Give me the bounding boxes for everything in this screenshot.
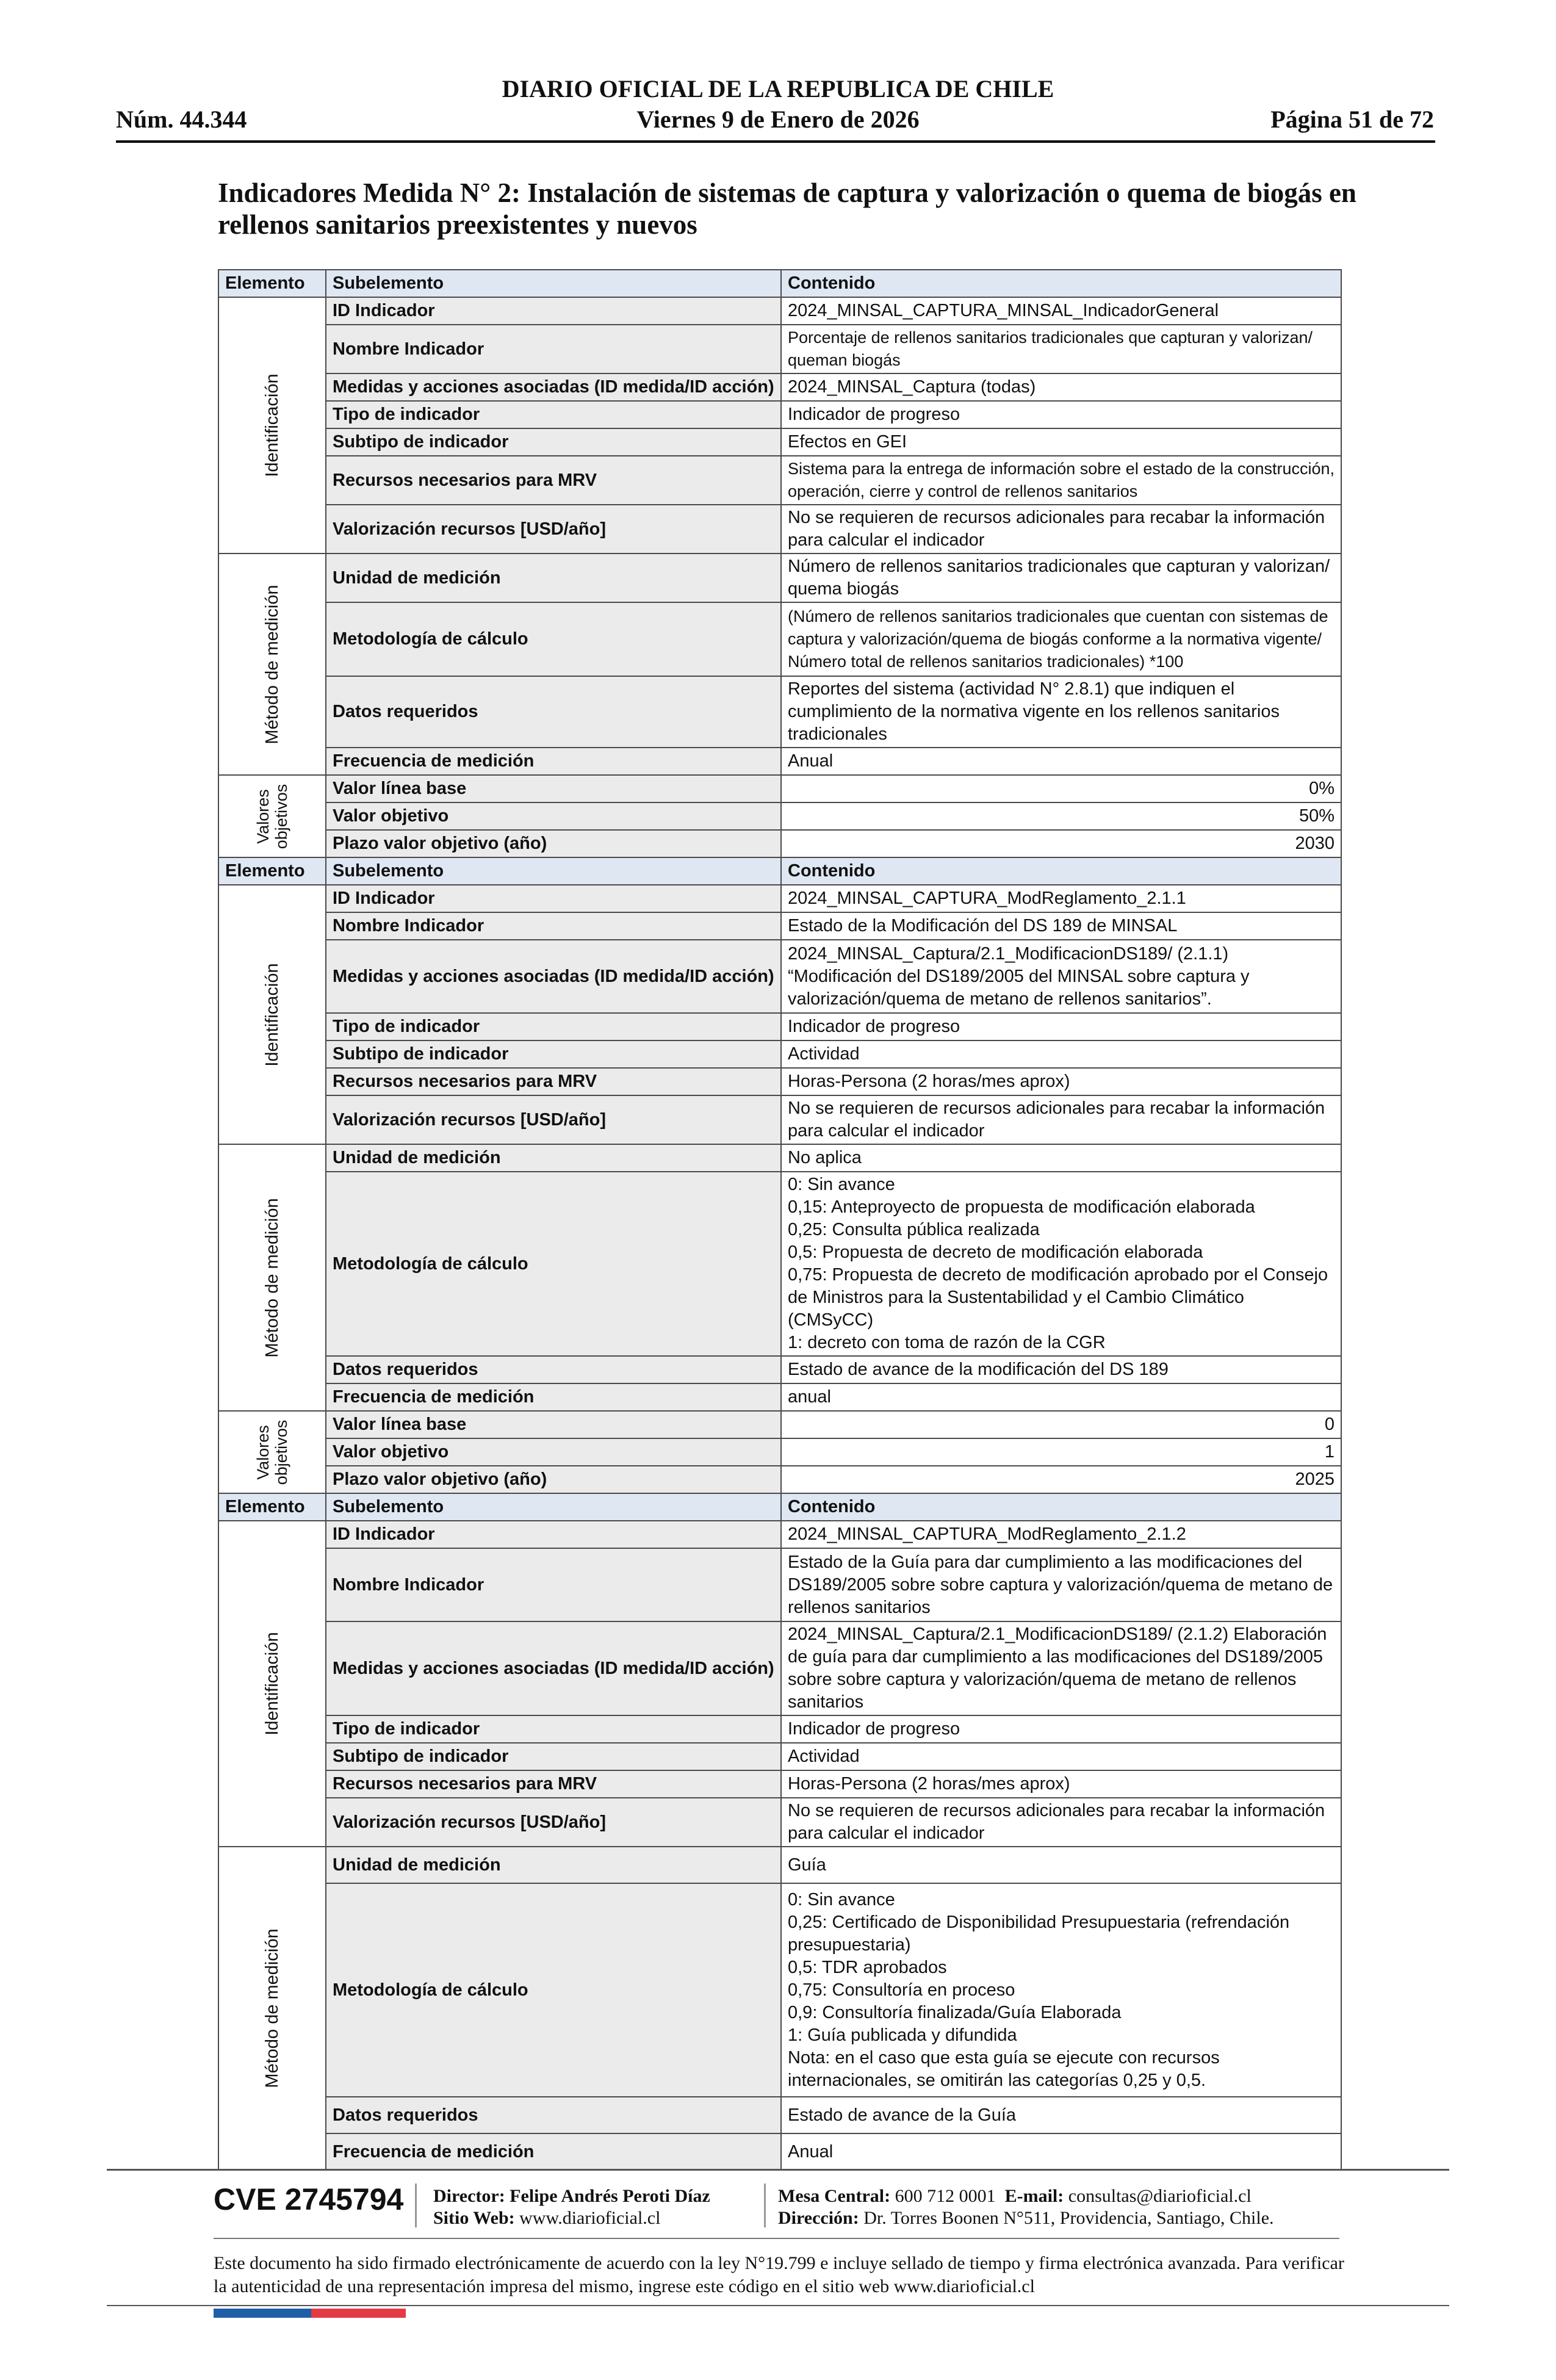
table-row: Valorización recursos [USD/año] No se requieren de recursos adicionales para recabar la información para calcular el indicador <box>218 505 1341 554</box>
table-row: Valor objetivo 50% <box>218 802 1341 830</box>
table-row: Método de medición Unidad de medición Guía <box>218 1847 1341 1883</box>
table-row: Medidas y acciones asociadas (ID medida/ID acción) 2024_MINSAL_Captura/2.1_ModificacionDS189/ (2.1.2) Elaboración de guía para dar cumplimiento a las modificaciones del DS189/2005 sobre sobre captura y valorización/quema de metano de rellenos sanitarios <box>218 1621 1341 1715</box>
table-row: Subtipo de indicador Actividad <box>218 1040 1341 1068</box>
contact-line: Mesa Central: 600 712 0001 E-mail: consultas@diarioficial.cl <box>778 2186 1252 2206</box>
table-row: Metodología de cálculo 0: Sin avance 0,15: Anteproyecto de propuesta de modificación elaborada 0,25: Consulta pública realizada 0,5: Propuesta de decreto de modificación elaborada 0,75: Propuesta de decreto de modificación aprobado por el Consejo de Ministros para la Sustentabilidad y el Cambio Climático (CMSyCC) 1: decreto con toma de razón de la CGR <box>218 1172 1341 1356</box>
table-row: Identificación ID Indicador 2024_MINSAL_CAPTURA_ModReglamento_2.1.2 <box>218 1521 1341 1548</box>
table-row: Subtipo de indicador Efectos en GEI <box>218 428 1341 456</box>
table-row: Nombre Indicador Estado de la Guía para dar cumplimiento a las modificaciones del DS189/2005 sobre sobre captura y valorización/quema de metano de rellenos sanitarios <box>218 1548 1341 1621</box>
table-row: Tipo de indicador Indicador de progreso <box>218 401 1341 428</box>
table-row: Medidas y acciones asociadas (ID medida/ID acción) 2024_MINSAL_Captura/2.1_ModificacionDS189/ (2.1.1) “Modificación del DS189/2005 del MINSAL sobre captura y valorización/quema de metano de rellenos sanitarios”. <box>218 940 1341 1013</box>
table-row: Frecuencia de medición Anual <box>218 748 1341 775</box>
table-row: Valorización recursos [USD/año] No se requieren de recursos adicionales para recabar la información para calcular el indicador <box>218 1095 1341 1144</box>
group-valores: Valores objetivos <box>218 775 326 857</box>
table-row: Valores objetivos Valor línea base 0% <box>218 775 1341 802</box>
address-line: Dirección: Dr. Torres Boonen N°511, Providencia, Santiago, Chile. <box>778 2208 1274 2228</box>
table-row: Tipo de indicador Indicador de progreso <box>218 1715 1341 1743</box>
group-identificacion: Identificación <box>218 297 326 554</box>
group-identificacion: Identificación <box>218 1521 326 1847</box>
table-row: Datos requeridos Estado de avance de la Guía <box>218 2097 1341 2133</box>
table-row: Recursos necesarios para MRV Sistema para la entrega de información sobre el estado de la construcción, operación, cierre y control de rellenos sanitarios <box>218 456 1341 505</box>
column-header-contenido: Contenido <box>781 270 1341 297</box>
table-row: Plazo valor objetivo (año) 2030 <box>218 830 1341 857</box>
table-row: Metodología de cálculo 0: Sin avance 0,25: Certificado de Disponibilidad Presupuestaria (refrendación presupuestaria) 0,5: TDR aprobados 0,75: Consultoría en proceso 0,9: Consultoría finalizada/Guía Elaborada 1: Guía publicada y difundida Nota: en el caso que esta guía se ejecute con recursos internacionales, se omitirán las categorías 0,25 y 0,5. <box>218 1883 1341 2097</box>
column-header-elemento: Elemento <box>218 270 326 297</box>
issue-number: Núm. 44.344 <box>116 106 247 133</box>
table-row: Identificación ID Indicador 2024_MINSAL_CAPTURA_MINSAL_IndicadorGeneral <box>218 297 1341 325</box>
flag-stripe-red <box>311 2309 406 2318</box>
website-line: Sitio Web: www.diarioficial.cl <box>433 2208 661 2228</box>
table-header-row: Elemento Subelemento Contenido <box>218 857 1341 885</box>
publication-date: Viernes 9 de Enero de 2026 <box>636 106 920 133</box>
table-header-row <box>218 270 1341 297</box>
footer-rule <box>214 2238 1339 2239</box>
metodologia-list: 0: Sin avance 0,15: Anteproyecto de propuesta de modificación elaborada 0,25: Consulta pública realizada 0,5: Propuesta de decreto de modificación elaborada 0,75: Propuesta de decreto de modificación aprobado por el Consejo de Ministros para la Sustentabilidad y el Cambio Climático (CMSyCC) 1: decreto con toma de razón de la CGR <box>781 1172 1341 1356</box>
table-row: Plazo valor objetivo (año) 2025 <box>218 1466 1341 1493</box>
table-row: Medidas y acciones asociadas (ID medida/ID acción) 2024_MINSAL_Captura (todas) <box>218 373 1341 401</box>
footer-divider <box>764 2183 766 2227</box>
table-row: Frecuencia de medición anual <box>218 1383 1341 1411</box>
group-metodo: Método de medición <box>218 1847 326 2170</box>
page-number: Página 51 de 72 <box>1270 106 1434 133</box>
header-rule <box>116 140 1435 143</box>
cve-code: CVE 2745794 <box>214 2182 404 2216</box>
group-identificacion: Identificación <box>218 885 326 1144</box>
footer-divider <box>415 2183 417 2227</box>
table-row: Datos requeridos Estado de avance de la modificación del DS 189 <box>218 1356 1341 1383</box>
table-row: Datos requeridos Reportes del sistema (actividad N° 2.8.1) que indiquen el cumplimiento de la normativa vigente en los rellenos sanitarios tradicionales <box>218 676 1341 748</box>
group-metodo: Método de medición <box>218 554 326 775</box>
table-row: Valores objetivos Valor línea base 0 <box>218 1411 1341 1438</box>
director-line: Director: Felipe Andrés Peroti Díaz <box>433 2186 710 2206</box>
table-row: Recursos necesarios para MRV Horas-Persona (2 horas/mes aprox) <box>218 1068 1341 1095</box>
table-row: Tipo de indicador Indicador de progreso <box>218 1013 1341 1040</box>
publication-title: DIARIO OFICIAL DE LA REPUBLICA DE CHILE <box>502 75 1054 103</box>
column-header-subelemento: Subelemento <box>326 270 781 297</box>
section-title: Indicadores Medida N° 2: Instalación de sistemas de captura y valorización o quema de biogás en rellenos sanitarios preexistentes y nuevos <box>218 178 1356 240</box>
table-row: Nombre Indicador Porcentaje de rellenos sanitarios tradicionales que capturan y valorizan/ queman biogás <box>218 325 1341 373</box>
legal-notice: Este documento ha sido firmado electrónicamente de acuerdo con la ley N°19.799 e incluye sellado de tiempo y firma electrónica avanzada. Para verificar la autenticidad de una representación impresa del mismo, ingrese este código en el sitio web www.diarioficial.cl <box>214 2253 1344 2296</box>
table-row: Identificación ID Indicador 2024_MINSAL_CAPTURA_ModReglamento_2.1.1 <box>218 885 1341 912</box>
table-header-row: Elemento Subelemento Contenido <box>218 1493 1341 1521</box>
footer-rule <box>107 2305 1449 2306</box>
table-row: Metodología de cálculo (Número de rellenos sanitarios tradicionales que cuentan con sistemas de captura y valorización/quema de biogás conforme a la normativa vigente/ Número total de rellenos sanitarios tradicionales) *100 <box>218 602 1341 676</box>
website-link[interactable]: www.diarioficial.cl <box>519 2208 661 2228</box>
table-row: Valor objetivo 1 <box>218 1438 1341 1466</box>
email-link[interactable]: consultas@diarioficial.cl <box>1068 2186 1252 2206</box>
table-row: Método de medición Unidad de medición Número de rellenos sanitarios tradicionales que capturan y valorizan/ quema biogás <box>218 554 1341 602</box>
group-metodo: Método de medición <box>218 1144 326 1411</box>
flag-stripe-blue <box>214 2309 311 2318</box>
group-valores: Valores objetivos <box>218 1411 326 1493</box>
table-row: Valorización recursos [USD/año] No se requieren de recursos adicionales para recabar la información para calcular el indicador <box>218 1798 1341 1847</box>
footer-rule <box>107 2169 1449 2171</box>
table-row: Frecuencia de medición Anual <box>218 2133 1341 2170</box>
table-row: Subtipo de indicador Actividad <box>218 1743 1341 1770</box>
table-row: Método de medición Unidad de medición No aplica <box>218 1144 1341 1172</box>
metodologia-list: 0: Sin avance 0,25: Certificado de Disponibilidad Presupuestaria (refrendación presupuestaria) 0,5: TDR aprobados 0,75: Consultoría en proceso 0,9: Consultoría finalizada/Guía Elaborada 1: Guía publicada y difundida Nota: en el caso que esta guía se ejecute con recursos internacionales, se omitirán las categorías 0,25 y 0,5. <box>781 1883 1341 2097</box>
table-row: Nombre Indicador Estado de la Modificación del DS 189 de MINSAL <box>218 912 1341 940</box>
table-row: Recursos necesarios para MRV Horas-Persona (2 horas/mes aprox) <box>218 1770 1341 1798</box>
indicators-table <box>218 269 1342 2171</box>
